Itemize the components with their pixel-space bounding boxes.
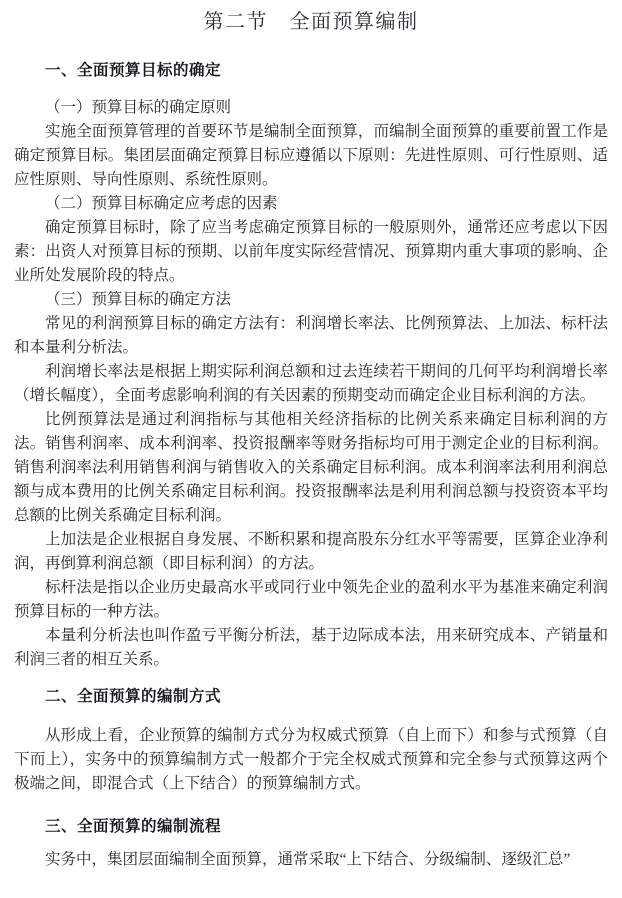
sub-heading: （三）预算目标的确定方法 bbox=[45, 291, 232, 308]
paragraph: 标杆法是指以企业历史最高水平或同行业中领先企业的盈利水平为基准来确定利润预算目标的一种方法。 bbox=[14, 579, 608, 620]
paragraph: 比例预算法是通过利润指标与其他相关经济指标的比例关系来确定目标利润的方法。销售利润率、成本利润率、投资报酬率等财务指标均可用于测定企业的目标利润。销售利润率法利用销售利润与销售收入的关系确定目标利润。成本利润率法利用利润总额与成本费用的比例关系确定目标利润。投资报酬率法是利用利润总额与投资资本平均总额的比例关系确定目标利润。 bbox=[14, 411, 608, 524]
paragraph: 实施全面预算管理的首要环节是编制全面预算，而编制全面预算的重要前置工作是确定预算目标。集团层面确定预算目标应遵循以下原则：先进性原则、可行性原则、适应性原则、导向性原则、系统性原则。 bbox=[14, 123, 608, 188]
paragraph: 本量利分析法也叫作盈亏平衡分析法，基于边际成本法，用来研究成本、产销量和利润三者的相互关系。 bbox=[14, 627, 608, 668]
section-heading-1: 一、全面预算目标的确定 bbox=[45, 62, 222, 79]
paragraph: 上加法是企业根据自身发展、不断积累和提高股东分红水平等需要，匡算企业净利润，再倒算利润总额（即目标利润）的方法。 bbox=[14, 531, 608, 572]
paragraph: 利润增长率法是根据上期实际利润总额和过去连续若干期间的几何平均利润增长率（增长幅度），全面考虑影响利润的有关因素的预期变动而确定企业目标利润的方法。 bbox=[14, 363, 608, 404]
page-title: 第二节 全面预算编制 bbox=[203, 11, 419, 33]
sub-heading: （一）预算目标的确定原则 bbox=[45, 99, 232, 116]
sub-heading: （二）预算目标确定应考虑的因素 bbox=[45, 195, 278, 212]
paragraph: 实务中，集团层面编制全面预算，通常采取“上下结合、分级编制、逐级汇总” bbox=[45, 851, 571, 868]
section-heading-3: 三、全面预算的编制流程 bbox=[45, 818, 222, 835]
paragraph: 从形成上看，企业预算的编制方式分为权威式预算（自上而下）和参与式预算（自下而上），实务中的预算编制方式一般都介于完全权威式预算和完全参与式预算这两个极端之间，即混合式（上下结合）的预算编制方式。 bbox=[14, 727, 608, 792]
paragraph: 确定预算目标时，除了应当考虑确定预算目标的一般原则外，通常还应考虑以下因素：出资人对预算目标的预期、以前年度实际经营情况、预算期内重大事项的影响、企业所处发展阶段的特点。 bbox=[14, 219, 608, 284]
section-heading-2: 二、全面预算的编制方式 bbox=[45, 688, 222, 705]
paragraph: 常见的利润预算目标的确定方法有：利润增长率法、比例预算法、上加法、标杆法和本量利分析法。 bbox=[14, 315, 608, 356]
